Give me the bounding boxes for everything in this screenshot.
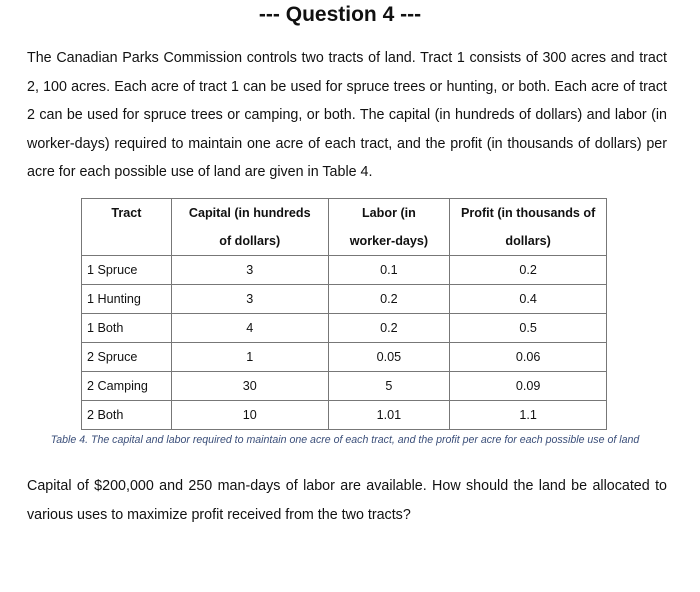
header-tract-label: Tract [111, 206, 142, 220]
header-capital [171, 199, 328, 256]
table-header-row [82, 199, 607, 256]
header-profit-line2: dollars) [505, 234, 551, 248]
cell-labor: 5 [328, 372, 450, 401]
cell-labor: 0.2 [328, 314, 450, 343]
cell-capital: 4 [171, 314, 328, 343]
cell-tract: 1 Spruce [82, 256, 172, 285]
table-row [82, 401, 607, 430]
cell-tract: 1 Both [82, 314, 172, 343]
cell-labor: 0.2 [328, 285, 450, 314]
cell-profit: 0.2 [450, 256, 607, 285]
header-capital-line2: of dollars) [219, 234, 281, 248]
header-labor-line1: Labor (in [361, 206, 416, 220]
cell-capital: 30 [171, 372, 328, 401]
cell-capital: 1 [171, 343, 328, 372]
cell-tract: 2 Both [82, 401, 172, 430]
question-title: --- Question 4 --- [258, 3, 422, 26]
table-row [82, 372, 607, 401]
table-row [82, 314, 607, 343]
cell-profit: 0.06 [450, 343, 607, 372]
cell-tract: 1 Hunting [82, 285, 172, 314]
cell-profit: 0.5 [450, 314, 607, 343]
problem-description: The Canadian Parks Commission controls two tracts of land. Tract 1 consists of 300 acres and tract 2, 100 acres. Each acre of tract 1 can be used for spruce trees or hunting, or both. Each acre of tract 2 can be used for spruce trees or camping, or both. The capital (in hundreds of dollars) and labor (in worker-days) required to maintain one acre of each tract, and the profit (in thousands of dollars) per acre for each possible use of land are given in Table 4. [27, 50, 667, 180]
header-labor-line2: worker-days) [349, 234, 429, 248]
cell-capital: 10 [171, 401, 328, 430]
header-capital-line1: Capital (in hundreds [188, 206, 311, 220]
table-row [82, 256, 607, 285]
cell-capital: 3 [171, 285, 328, 314]
cell-capital: 3 [171, 256, 328, 285]
table-caption: Table 4. The capital and labor required to maintain one acre of each tract, and the profit per acre for each possible use of land [50, 434, 640, 446]
cell-labor: 1.01 [328, 401, 450, 430]
cell-labor: 0.05 [328, 343, 450, 372]
cell-labor: 0.1 [328, 256, 450, 285]
header-tract [82, 199, 172, 256]
cell-tract: 2 Spruce [82, 343, 172, 372]
table-row [82, 285, 607, 314]
table-row [82, 343, 607, 372]
cell-tract: 2 Camping [82, 372, 172, 401]
cell-profit: 0.09 [450, 372, 607, 401]
header-labor [328, 199, 450, 256]
header-profit-line1: Profit (in thousands of [460, 206, 596, 220]
header-profit [450, 199, 607, 256]
cell-profit: 0.4 [450, 285, 607, 314]
cell-profit: 1.1 [450, 401, 607, 430]
question-text: Capital of $200,000 and 250 man-days of labor are available. How should the land be allocated to various uses to maximize profit received from the two tracts? [27, 478, 667, 523]
data-table [81, 198, 607, 430]
